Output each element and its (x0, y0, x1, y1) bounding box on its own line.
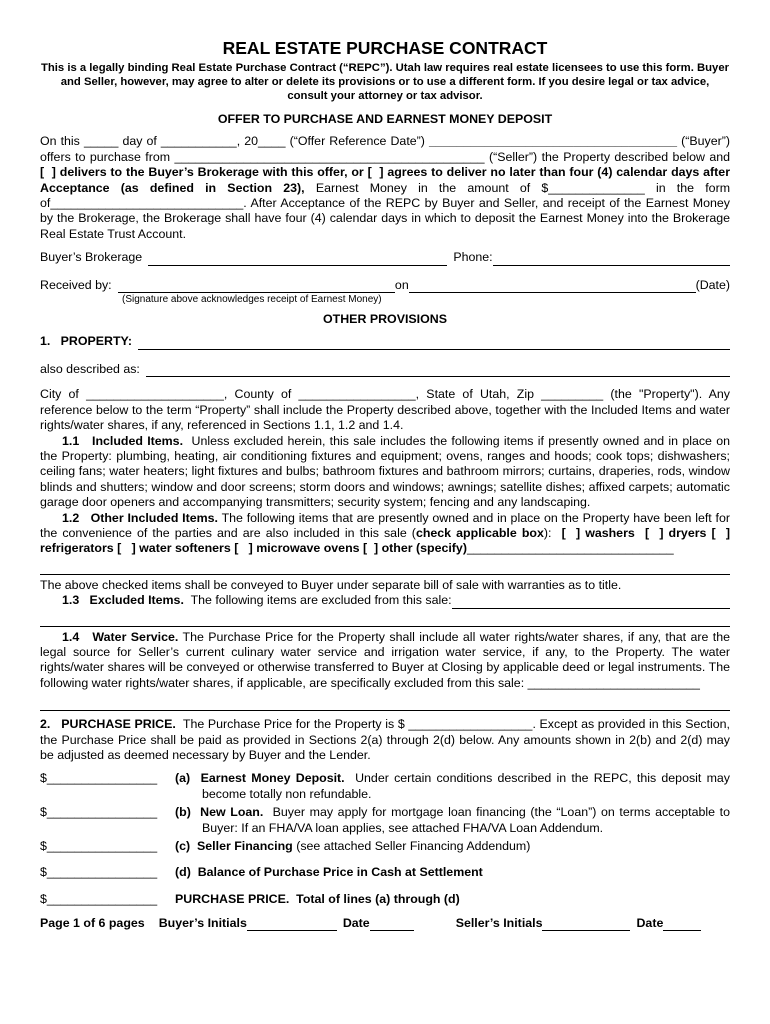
received-date-field[interactable] (409, 278, 696, 293)
text-run: (c) Seller Financing (175, 839, 293, 854)
other-provisions-heading: OTHER PROVISIONS (323, 312, 447, 327)
seller-date-field[interactable] (663, 916, 701, 931)
text-run: 1.3 Excluded Items. (62, 593, 184, 608)
date-label: (Date) (695, 277, 730, 292)
text-run: delivers to the Buyer’s Brokerage with this offer, or (55, 165, 368, 180)
seller-financing-amount-field[interactable]: $________________ (40, 839, 158, 854)
price-row-a (40, 771, 730, 802)
seller-initials-field[interactable] (542, 916, 630, 931)
excluded-water-blank[interactable]: _________________________ (527, 675, 700, 690)
text-run: The Purchase Price for the Property is $ (175, 717, 409, 732)
deliver-later-checkbox[interactable]: [ ] (367, 165, 384, 180)
text-run: Under certain conditions described in the REPC, this deposit may become totally non refundable. (202, 771, 730, 801)
buyer-initials-label: Buyer’s Initials (158, 916, 247, 930)
earnest-amount-blank[interactable]: ______________ (548, 180, 645, 195)
also-described-field[interactable] (146, 362, 730, 377)
buyers-brokerage-label: Buyer’s Brokerage (40, 250, 143, 265)
received-row (40, 278, 730, 293)
signature-note: (Signature above acknowledges receipt of Earnest Money) (122, 294, 382, 306)
text-run: 2. PURCHASE PRICE. (40, 717, 176, 732)
balance-amount-field[interactable]: $________________ (40, 865, 158, 880)
text-run: Buyer may apply for mortgage loan financing (the “Loan”) on terms acceptable to Buyer: If an FHA/VA loan applies, see attached FHA/VA Loan Addendum. (202, 805, 730, 835)
buyers-brokerage-field[interactable] (148, 251, 447, 266)
page-footer (40, 916, 730, 931)
text-run: (see attached Seller Financing Addendum) (292, 839, 531, 854)
phone-field[interactable] (493, 251, 730, 266)
offer-day-blank[interactable]: _____ (83, 134, 119, 149)
excluded-items-continuation-line[interactable] (40, 613, 730, 627)
text-run: , County of (223, 387, 299, 402)
water-service-paragraph (40, 630, 730, 692)
new-loan-amount-field[interactable]: $________________ (40, 805, 158, 820)
text-run: agrees to deliver no later than four (4) calendar days after Acceptance (as defined in Section 23), (40, 165, 731, 195)
text-run: The following items are excluded from this sale: (183, 593, 452, 608)
washers-checkbox[interactable]: [ ] washers (561, 525, 635, 540)
also-described-row (40, 362, 730, 377)
text-run: (“Buyer”) offers to purchase from (40, 134, 731, 164)
text-run: . Except as provided in this Section, the Purchase Price shall be paid as provided in Sections 2(a) through 2(d) below. Any amounts shown in 2(b) and 2(d) may be adjusted as deemed necessary by Buyer and the Lender. (40, 717, 730, 762)
city-paragraph (40, 387, 730, 433)
text-run: City of (40, 387, 87, 402)
above-checked-paragraph: The above checked items shall be conveyed to Buyer under separate bill of sale with warranties as to title. (40, 577, 622, 592)
text-run: (“Seller”) the Property described below and (484, 149, 730, 164)
text-run: . After Acceptance of the REPC by Buyer and Seller, and receipt of the Earnest Money by the Brokerage, the Brokerage shall have four (4) calendar days in which to deposit the Earnest Money into the Brokerage Real Estate Trust Account. (40, 196, 730, 241)
text-run: The Purchase Price for the Property shall include all water rights/water shares, if any, that are the legal source for Seller’s current culinary water service and irrigation water service, if any, to the Property. The water rights/water shares will be conveyed or otherwise transferred to Buyer at Closing by applicable deed or legal instruments. The following water rights/water shares, if applicable, are specifically excluded from this sale: (40, 629, 730, 690)
text-run: (“Offer Reference Date”) (285, 134, 429, 149)
seller-name-blank[interactable]: _____________________________________________ (174, 149, 485, 164)
new-loan-label (175, 805, 730, 836)
intro-text: This is a legally binding Real Estate Purchase Contract (“REPC”). Utah law requires real estate licensees to use this form. Buyer and Seller, however, may agree to alter or delete its provisions or to use a different form. If you desire legal or tax advice, consult your attorney or tax advisor. (40, 62, 730, 102)
other-specify-blank[interactable]: ______________________________ (466, 541, 674, 556)
text-run: ): (543, 525, 562, 540)
text-run: in the form of (40, 180, 731, 211)
water-softeners-checkbox[interactable]: [ ] water softeners (117, 541, 231, 556)
text-run: (d) Balance of Purchase Price in Cash at Settlement (175, 865, 483, 880)
price-row-total (40, 892, 730, 907)
offer-paragraph (40, 134, 730, 242)
brokerage-row (40, 250, 730, 265)
on-label: on (394, 277, 409, 292)
price-row-c (40, 839, 730, 854)
text-run: (b) New Loan. (175, 805, 264, 820)
excluded-water-continuation-line[interactable] (40, 697, 730, 711)
price-row-d (40, 865, 730, 880)
property-row (40, 334, 730, 349)
zip-blank[interactable]: _________ (541, 387, 604, 402)
total-price-amount-field[interactable]: $________________ (40, 891, 158, 906)
seller-date-label: Date (636, 916, 664, 930)
buyer-date-label: Date (342, 916, 370, 930)
text-run (635, 526, 645, 540)
offer-month-blank[interactable]: ___________ (160, 134, 237, 149)
text-run: 1.2 Other Included Items. (62, 510, 218, 525)
property-field[interactable] (138, 335, 730, 350)
total-price-label (175, 892, 730, 907)
document-title: REAL ESTATE PURCHASE CONTRACT (222, 38, 548, 58)
county-blank[interactable]: _________________ (298, 387, 416, 402)
text-run: On this (40, 134, 84, 149)
received-by-field[interactable] (118, 278, 395, 293)
other-specify-continuation-line[interactable] (40, 561, 730, 575)
also-described-label: also described as: (40, 361, 140, 376)
seller-financing-label (175, 839, 730, 854)
seller-initials-label: Seller’s Initials (455, 916, 543, 930)
text-run: day of (118, 134, 161, 149)
earnest-money-amount-field[interactable]: $________________ (40, 771, 158, 786)
balance-label (175, 865, 730, 880)
text-run: Earnest Money in the amount of $ (315, 180, 549, 195)
excluded-items-text (40, 593, 452, 608)
property-label: 1. PROPERTY: (40, 334, 133, 349)
excluded-items-row (40, 593, 730, 608)
text-run: 1.4 Water Service. (62, 629, 179, 644)
refrigerators-checkbox[interactable]: [ ] refrigerators (40, 525, 730, 556)
city-blank[interactable]: ____________________ (86, 387, 224, 402)
text-run: (a) Earnest Money Deposit. (175, 771, 345, 786)
buyer-name-blank[interactable]: ____________________________________ (428, 134, 678, 149)
phone-label: Phone: (453, 250, 493, 265)
page-number-label: Page 1 of 6 pages (40, 916, 145, 930)
received-by-label: Received by: (40, 277, 112, 292)
buyer-date-field[interactable] (370, 916, 414, 931)
text-run: The following items that are presently owned and in place on the Property have been left for the convenience of the parties and are also included in this sale ( (40, 510, 730, 540)
buyer-initials-field[interactable] (247, 916, 337, 931)
deliver-with-offer-checkbox[interactable]: [ ] (40, 165, 56, 180)
text-run: Unless excluded herein, this sale includes the following items if presently owned and in place on the Property: plumbing, heating, air conditioning fixtures and equipment; ovens, ranges and hoods; cook tops; dishwashers; ceiling fans; water heaters; light fixtures and bulbs; bathroom fixtures and bathroom mirrors; curtains, draperies, rods, window blinds and shutters; window and door screens; storm doors and windows; awnings; satellite dishes; affixed carpets; automatic garage door openers and accompanying transmitters; security system; fencing and any landscaping. (40, 433, 730, 510)
text-run: 1.1 Included Items. (62, 433, 184, 448)
other-checkbox[interactable]: [ ] other (specify) (363, 541, 467, 556)
purchase-price-paragraph (40, 717, 730, 763)
microwave-ovens-checkbox[interactable]: [ ] microwave ovens (234, 541, 360, 556)
text-run: , 20 (236, 134, 258, 149)
purchase-price-blank[interactable]: __________________ (408, 717, 533, 732)
offer-heading: OFFER TO PURCHASE AND EARNEST MONEY DEPOSIT (217, 112, 553, 126)
text-run: check applicable box (415, 525, 544, 540)
included-items-paragraph (40, 434, 730, 511)
text-run: , State of Utah, Zip (415, 387, 542, 402)
text-run: (the "Property"). Any reference below to the term “Property” shall include the Property described above, together with the Included Items and water rights/water shares, if any, referenced in Sections 1.1, 1.2 and 1.4. (40, 387, 730, 433)
other-included-items-paragraph (40, 511, 730, 557)
dryers-checkbox[interactable]: [ ] dryers (645, 525, 707, 540)
earnest-form-blank[interactable]: ____________________________ (50, 196, 244, 211)
text-run: PURCHASE PRICE. Total of lines (a) through (d) (175, 891, 460, 906)
excluded-items-field[interactable] (452, 594, 730, 609)
earnest-money-label (175, 771, 730, 802)
price-row-b (40, 805, 730, 836)
offer-year-blank[interactable]: ____ (258, 134, 286, 149)
